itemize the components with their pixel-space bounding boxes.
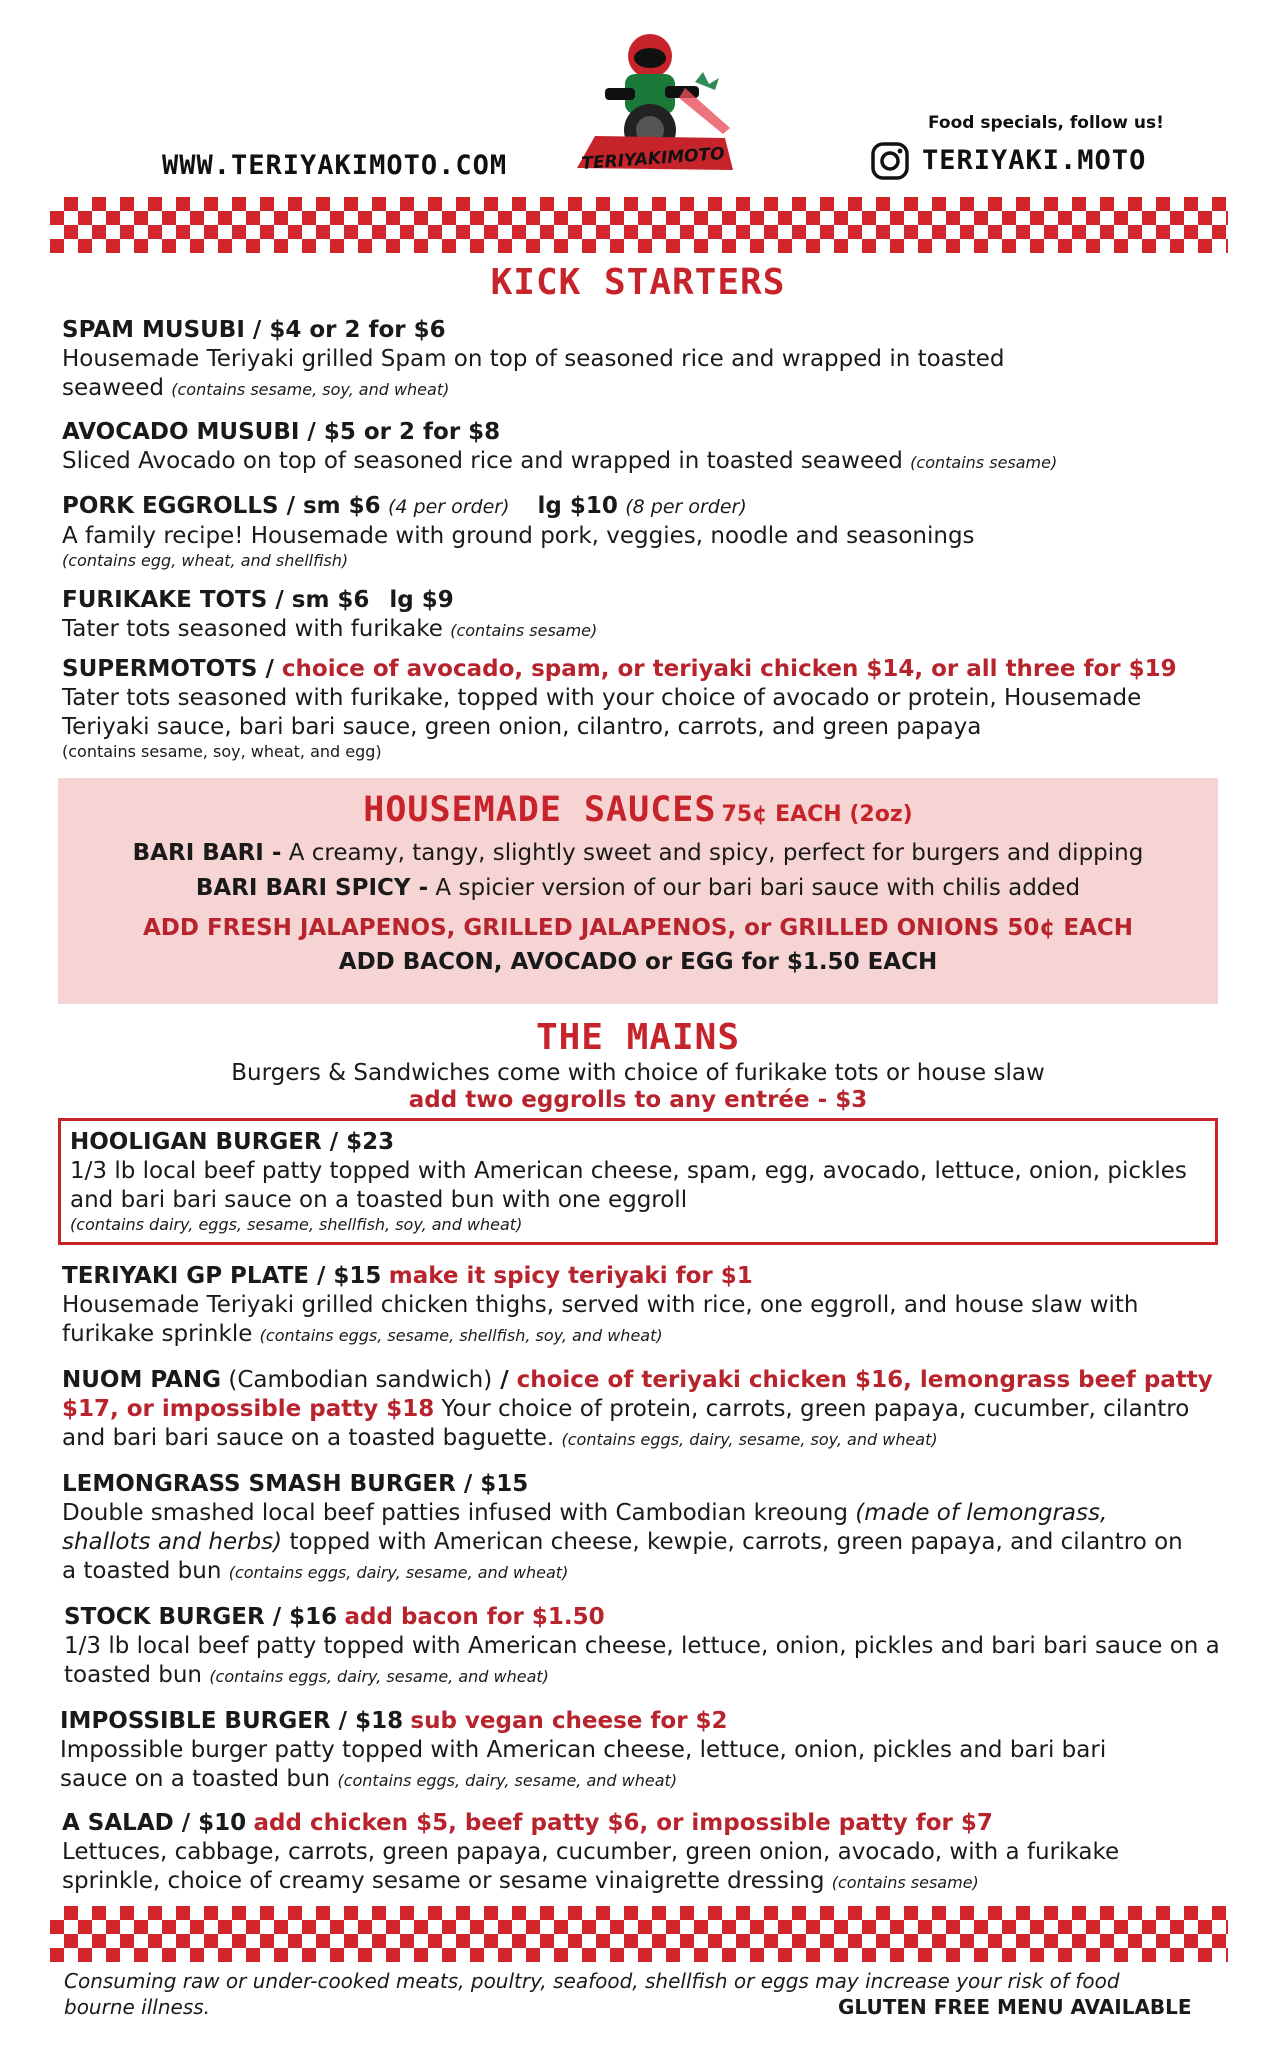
item-desc: topped with American cheese, kewpie, carrots, green papaya, and cilantro on [282, 1529, 1183, 1555]
item-option: $17, or impossible patty $18 [62, 1396, 435, 1422]
sauce-addon-black: ADD BACON, AVOCADO or EGG for $1.50 EACH [338, 949, 938, 975]
item-desc: toasted bun [64, 1662, 202, 1688]
spam-musubi-item: SPAM MUSUBI / $4 or 2 for $6 Housemade Teriyaki grilled Spam on top of seasoned rice and wrapped in toasted seaweed (contains sesame, soy, and wheat) [62, 316, 1222, 404]
follow-text: Food specials, follow us! [928, 113, 1164, 133]
item-price: $15 [480, 1471, 529, 1497]
pork-eggrolls-item: PORK EGGROLLS / sm $6 (4 per order) lg $10 (8 per order) A family recipe! Housemade with ground pork, veggies, noodle and seasonings (contains egg, wheat, and shellfish) [62, 492, 1222, 571]
item-option: sub vegan cheese for $2 [410, 1708, 728, 1734]
item-desc: Housemade Teriyaki grilled chicken thighs, served with rice, one eggroll, and house slaw with [62, 1292, 1139, 1318]
housemade-sauces-box [58, 778, 1218, 1004]
gluten-free-note: GLUTEN FREE MENU AVAILABLE [838, 1995, 1192, 2019]
item-option: make it spicy teriyaki for $1 [388, 1263, 753, 1289]
item-price-lg: lg $9 [389, 587, 454, 613]
item-desc: Lettuces, cabbage, carrots, green papaya, cucumber, green onion, avocado, with a furikake [62, 1839, 1120, 1865]
item-note: (8 per order) [625, 496, 747, 518]
sauces-title: HOUSEMADE SAUCES [363, 790, 717, 830]
allergen-note: (contains egg, wheat, and shellfish) [62, 551, 349, 570]
item-name: SPAM MUSUBI [62, 317, 245, 343]
item-desc: seaweed [62, 375, 164, 401]
item-name: SUPERMOTOTS [62, 656, 258, 682]
lemongrass-smash-burger-item: LEMONGRASS SMASH BURGER / $15 Double smashed local beef patties infused with Cambodian kreoung (made of lemongrass, shallots and herbs) topped with American cheese, kewpie, carrots, green papaya, and cilantro on a toasted bun (contains eggs, dairy, sesame, and wheat) [62, 1471, 1183, 1584]
item-desc: and bari bari sauce on a toasted baguette. [62, 1425, 555, 1451]
item-desc: shallots and herbs) [62, 1529, 283, 1555]
item-desc: sauce on a toasted bun [60, 1766, 331, 1792]
impossible-burger-item: IMPOSSIBLE BURGER / $18 sub vegan cheese for $2 Impossible burger patty topped with American cheese, lettuce, onion, pickles and bari bari sauce on a toasted bun (contains eggs, dairy, sesame, and wheat) [60, 1707, 1220, 1795]
item-price: $10 [198, 1810, 247, 1836]
item-option: choice of avocado, spam, or teriyaki chicken $14 [281, 656, 915, 682]
the-mains-title: THE MAINS [535, 1017, 741, 1058]
sauce-addon-red: ADD FRESH JALAPENOS, GRILLED JALAPENOS, or GRILLED ONIONS 50¢ EACH [142, 915, 1133, 941]
item-name: LEMONGRASS SMASH BURGER [62, 1471, 456, 1497]
item-desc: a toasted bun [62, 1558, 229, 1584]
allergen-note: (contains eggs, dairy, sesame, and wheat) [228, 1563, 569, 1582]
item-price: $23 [346, 1129, 395, 1155]
item-price-sm: sm $6 [302, 493, 381, 519]
instagram-handle[interactable]: TERIYAKI.MOTO [922, 145, 1147, 176]
item-desc: Your choice of protein, carrots, green papaya, cucumber, cilantro [434, 1396, 1190, 1422]
a-salad-item: A SALAD / $10 add chicken $5, beef patty $6, or impossible patty for $7 Lettuces, cabbage, carrots, green papaya, cucumber, green onion, avocado, with a furikake sprinkle, choice of creamy sesame or sesame vinaigrette dressing (contains sesame) [62, 1809, 1222, 1897]
item-desc: Tater tots seasoned with furikake [62, 616, 443, 642]
allergen-note: (contains sesame) [450, 621, 598, 640]
item-name: HOOLIGAN BURGER [70, 1129, 322, 1155]
item-desc: (made of lemongrass, [855, 1500, 1108, 1526]
logo-text: TERIYAKIMOTO [580, 144, 726, 174]
allergen-note: (contains sesame) [910, 453, 1058, 472]
instagram-icon[interactable] [870, 141, 910, 181]
item-note: (Cambodian sandwich) [221, 1367, 493, 1393]
item-price: $4 or 2 for $6 [269, 317, 446, 343]
item-name: STOCK BURGER [64, 1604, 265, 1630]
item-name: PORK EGGROLLS [62, 493, 279, 519]
item-desc: 1/3 lb local beef patty topped with American cheese, spam, egg, avocado, lettuce, onion, pickles [70, 1158, 1187, 1184]
item-name: NUOM PANG [62, 1367, 222, 1393]
item-name: IMPOSSIBLE BURGER [60, 1708, 331, 1734]
item-desc: Housemade Teriyaki grilled Spam on top of seasoned rice and wrapped in toasted [62, 346, 1005, 372]
nuom-pang-item: NUOM PANG (Cambodian sandwich) / choice of teriyaki chicken $16, lemongrass beef patty $17, or impossible patty $18 Your choice of protein, carrots, green papaya, cucumber, cilantro and bari bari sauce on a toasted baguette. (contains eggs, dairy, sesame, soy, and wheat) [62, 1367, 1213, 1451]
item-desc: A family recipe! Housemade with ground pork, veggies, noodle and seasonings [62, 523, 975, 549]
item-desc: Impossible burger patty topped with American cheese, lettuce, onion, pickles and bari bari [60, 1737, 1107, 1763]
bari-bari-line: BARI BARI - A creamy, tangy, slightly sweet and spicy, perfect for burgers and dipping [132, 840, 1144, 866]
avocado-musubi-item: AVOCADO MUSUBI / $5 or 2 for $8 Sliced Avocado on top of seasoned rice and wrapped in toasted seaweed (contains sesame) [62, 419, 1058, 474]
item-desc: and bari bari sauce on a toasted bun with one eggroll [70, 1187, 688, 1213]
item-name: A SALAD [62, 1810, 174, 1836]
allergen-note: (contains sesame, soy, and wheat) [171, 380, 450, 399]
item-name: AVOCADO MUSUBI [62, 419, 300, 445]
item-desc: Sliced Avocado on top of seasoned rice and wrapped in toasted seaweed [62, 448, 903, 474]
item-name: FURIKAKE TOTS [62, 587, 268, 613]
item-option: , or all three for $19 [914, 656, 1177, 682]
item-price: $16 [289, 1604, 338, 1630]
item-desc: Tater tots seasoned with furikake, topped with your choice of avocado or protein, Housemade [62, 685, 1142, 711]
allergen-note: (contains eggs, sesame, shellfish, soy, and wheat) [259, 1326, 663, 1345]
sauces-price: 75¢ EACH (2oz) [721, 802, 913, 827]
item-price: $18 [355, 1708, 404, 1734]
item-price-lg: lg $10 [537, 493, 618, 519]
bari-bari-spicy-line: BARI BARI SPICY - A spicier version of our bari bari sauce with chilis added [195, 875, 1081, 901]
item-desc: sprinkle, choice of creamy sesame or sesame vinaigrette dressing [62, 1868, 825, 1894]
eggroll-addon: add two eggrolls to any entrée - $3 [408, 1087, 868, 1113]
item-price: $15 [333, 1263, 382, 1289]
item-note: (4 per order) [387, 496, 510, 518]
stock-burger-item: STOCK BURGER / $16 add bacon for $1.50 1/3 lb local beef patty topped with American cheese, lettuce, onion, pickles and bari bari sauce on a toasted bun (contains eggs, dairy, sesame, and wheat) [64, 1603, 1224, 1691]
item-option: add bacon for $1.50 [344, 1604, 605, 1630]
allergen-note: (contains eggs, dairy, sesame, and wheat) [209, 1667, 549, 1686]
allergen-note: (contains dairy, eggs, sesame, shellfish, soy, and wheat) [70, 1215, 523, 1234]
checkered-banner-bottom [50, 1906, 1228, 1962]
allergen-note: (contains eggs, dairy, sesame, soy, and wheat) [561, 1430, 938, 1449]
item-desc: Teriyaki sauce, bari bari sauce, green onion, cilantro, carrots, and green papaya [62, 714, 982, 740]
allergen-note: (contains sesame) [831, 1873, 979, 1892]
supermototots-item: SUPERMOTOTS / choice of avocado, spam, or teriyaki chicken $14, or all three for $19 Tater tots seasoned with furikake, topped with your choice of avocado or protein, Housemade Teriyaki sauce, bari bari sauce, green onion, cilantro, carrots, and green papaya (contains sesame, soy, wheat, and egg) [62, 655, 1222, 762]
kick-starters-title: KICK STARTERS [490, 262, 786, 303]
teriyakimoto-logo [565, 18, 740, 188]
item-desc: furikake sprinkle [62, 1321, 253, 1347]
furikake-tots-item: FURIKAKE TOTS / sm $6 lg $9 Tater tots seasoned with furikake (contains sesame) [62, 587, 598, 642]
website-link[interactable]: WWW.TERIYAKIMOTO.COM [162, 150, 508, 181]
food-safety-warning: Consuming raw or under-cooked meats, poultry, seafood, shellfish or eggs may increase your risk of food bourne illness. [64, 1969, 1120, 2019]
allergen-note: (contains sesame, soy, wheat, and egg) [62, 742, 382, 761]
allergen-note: (contains eggs, dairy, sesame, and wheat) [337, 1771, 678, 1790]
checkered-banner-top [50, 197, 1228, 253]
mains-subtitle: Burgers & Sandwiches come with choice of furikake tots or house slaw [231, 1060, 1045, 1086]
teriyaki-gp-plate-item: TERIYAKI GP PLATE / $15 make it spicy teriyaki for $1 Housemade Teriyaki grilled chicken thighs, served with rice, one eggroll, and house slaw with furikake sprinkle (contains eggs, sesame, shellfish, soy, and wheat) [62, 1262, 1222, 1350]
item-price: $5 or 2 for $8 [323, 419, 501, 445]
item-desc: Double smashed local beef patties infused with Cambodian kreoung [62, 1500, 856, 1526]
item-name: TERIYAKI GP PLATE [62, 1263, 309, 1289]
item-desc: 1/3 lb local beef patty topped with American cheese, lettuce, onion, pickles and bari bari sauce on a [64, 1633, 1220, 1659]
hooligan-burger-item: HOOLIGAN BURGER / $23 1/3 lb local beef patty topped with American cheese, spam, egg, avocado, lettuce, onion, pickles and bari bari sauce on a toasted bun with one eggroll (contains dairy, eggs, sesame, shellfish, soy, and wheat) [70, 1128, 1230, 1235]
item-option: choice of teriyaki chicken $16, lemongrass beef patty [516, 1367, 1213, 1393]
item-price-sm: sm $6 [291, 587, 370, 613]
item-option: add chicken $5, beef patty $6, or impossible patty for $7 [253, 1810, 993, 1836]
